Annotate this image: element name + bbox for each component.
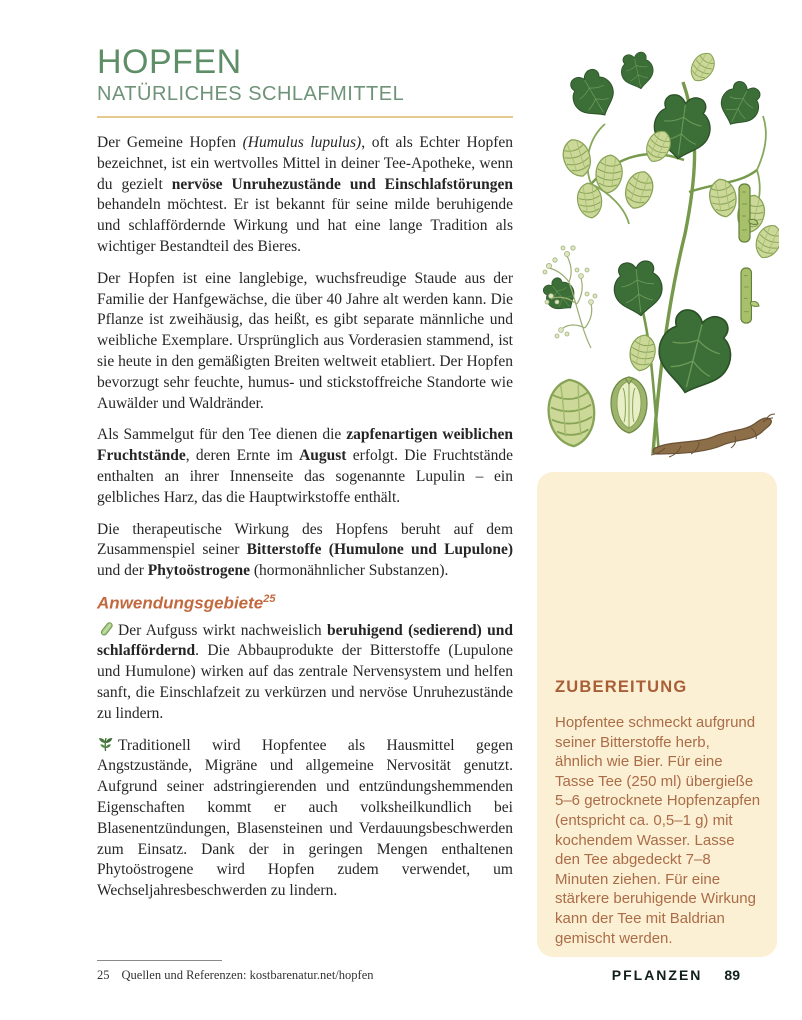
herb-icon: [97, 737, 114, 752]
footnote: [97, 968, 374, 983]
preparation-heading: ZUBEREITUNG: [555, 678, 688, 696]
title-divider: [97, 116, 513, 118]
footnote-number: 25: [97, 968, 110, 982]
page-subtitle: NATÜRLICHES SCHLAFMITTEL: [97, 83, 405, 105]
hops-botanical-illustration: [533, 42, 779, 462]
paragraph-botany: Der Hopfen ist eine langlebige, wuchsfreudige Staude aus der Familie der Hanfgewächse, die über 40 Jahre alt werden kann. Die Pflanze ist zweihäusig, das heißt, es gibt separate männliche und weibliche Exemplare. Ursprünglich aus Vorderasien stammend, ist sie heute in den gemäßigten Breiten weltweit etabliert. Der Hopfen bevorzugt sehr feuchte, humus- und stickstoffreiche Standorte wie Auwälder und Waldränder.: [97, 269, 513, 412]
footnote-divider: [97, 960, 222, 961]
paragraph-harvest: Als Sammelgut für den Tee dienen die zapfenartigen weiblichen Fruchtstände, deren Ernte im August erfolgt. Die Fruchtstände enthalten an ihrer Innenseite das sogenannte Lupulin – ein gelbliches Harz, das die Hauptwirkstoffe enthält.: [97, 426, 513, 506]
preparation-body: Hopfentee schmeckt aufgrund seiner Bitterstoffe herb, ähnlich wie Bier. Für eine Tasse Tee (250 ml) übergieße 5–6 getrocknete Hopfenzapfen (entspricht ca. 0,5–1 g) mit kochendem Wasser. Lasse den Tee abgedeckt 7–8 Minuten ziehen. Für eine stärkere beruhigende Wirkung kann der Tee mit Baldrian gemischt werden.: [555, 714, 761, 947]
text-column: [97, 44, 513, 913]
paragraph-effect: Die therapeutische Wirkung des Hopfens beruht auf dem Zusammenspiel seiner Bitterstoffe (Humulone und Lupulone) und der Phytoöstrogene (hormonähnlicher Substanzen).: [97, 520, 513, 580]
paragraph-intro: Der Gemeine Hopfen (Humulus lupulus), oft als Echter Hopfen bezeichnet, ist ein wertvolles Mittel in deiner Tee-Apotheke, wenn du gezielt nervöse Unruhezustände und Einschlafstörungen behandeln möchtest. Er ist bekannt für seine milde beruhigende und schlaffördernde Wirkung und hat eine lange Tradition als wichtiger Bestandteil des Bieres.: [97, 134, 514, 255]
preparation-box: [537, 472, 777, 957]
paragraph-sedative: Der Aufguss wirkt nachweislich beruhigend (sedierend) und schlaffördernd. Die Abbauprodukte der Bitterstoffe (Lupulone und Humulone) wirken auf das zentrale Nervensystem und helfen sanft, die Einschlafzeit zu verkürzen und nervöse Unruhezustände zu lindern.: [97, 621, 514, 722]
section-heading-anwendungsgebiete: Anwendungsgebiete$^{25}$: [97, 592, 276, 613]
footnote-text: Quellen und Referenzen: kostbarenatur.net/hopfen: [121, 968, 374, 982]
footer-page-number: 89: [724, 967, 740, 983]
sprig-icon: [97, 622, 114, 637]
footer-category: PFLANZEN: [611, 967, 703, 983]
footnote-reference: 25: [263, 592, 276, 605]
page-title: HOPFEN: [97, 43, 242, 81]
paragraph-traditional: Traditionell wird Hopfentee als Hausmittel gegen Angstzustände, Migräne und allgemeine Nervosität genutzt. Aufgrund seiner adstringierenden und entzündungshemmenden Eigenschaften kommt er auch volksheilkundlich bei Blasenentzündungen, Blasensteinen und Verdauungsbeschwerden zum Einsatz. Dank der in geringen Mengen enthaltenen Phytoöstrogene wird Hopfen zudem verwendet, um Wechseljahresbeschwerden zu lindern.: [97, 736, 513, 900]
article-body: [97, 133, 513, 902]
page-footer: [612, 967, 740, 983]
